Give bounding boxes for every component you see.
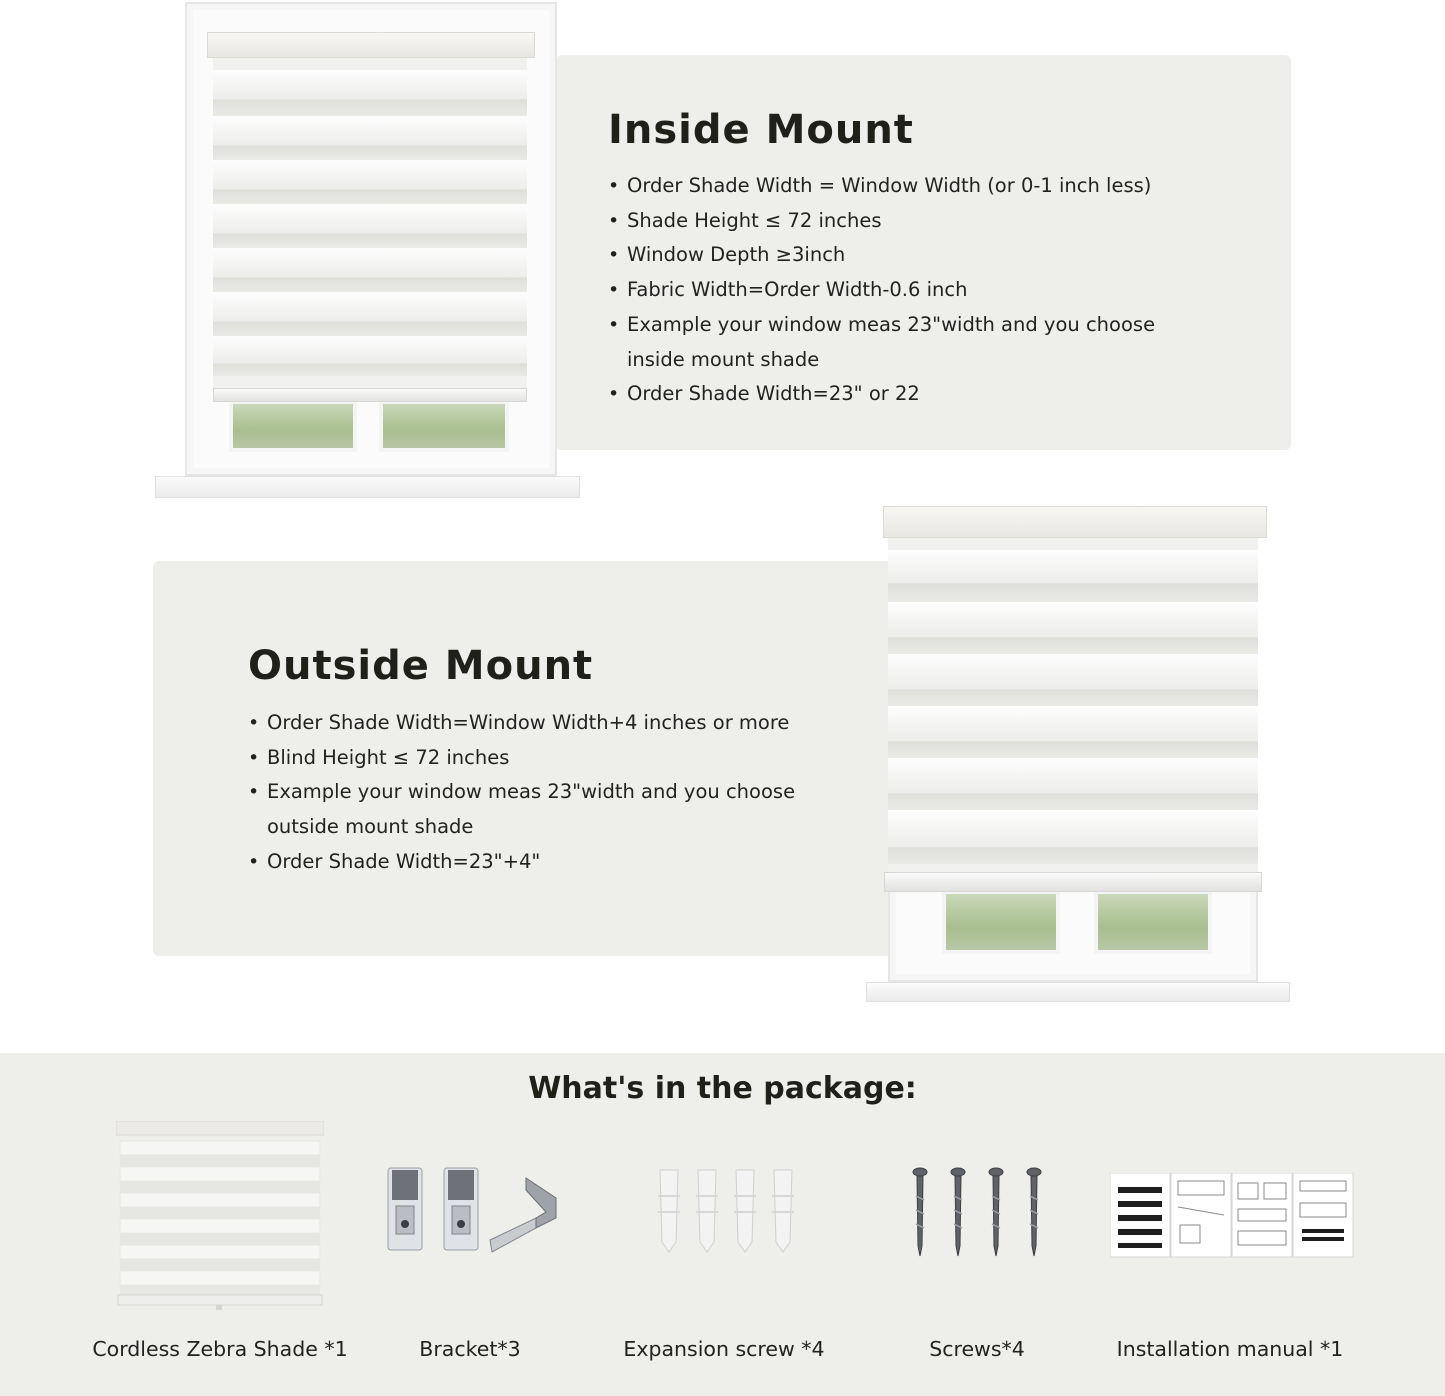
bullet-continuation: inside mount shade [627,347,820,371]
bullet-continuation: outside mount shade [267,815,474,839]
screw-icon [908,1166,1048,1258]
package-item-label: Cordless Zebra Shade *1 [92,1337,348,1361]
bullet-item: • Example your window meas 23"width and you choose outside mount shade [248,775,848,844]
package-item-label: Bracket*3 [419,1337,521,1361]
outside-mount-bullets [248,706,848,880]
outside-mount-title: Outside Mount [248,643,594,689]
zebra-shade-icon [116,1121,324,1311]
bullet-item: • Order Shade Width=Window Width+4 inches or more [248,706,848,741]
bullet-item: • Shade Height ≤ 72 inches [608,204,1248,239]
manual-icon [1110,1173,1354,1259]
bullet-item: • Order Shade Width=23"+4" [248,845,848,880]
package-title: What's in the package: [528,1071,917,1106]
inside-mount-bullets [608,169,1248,412]
expansion-screw-icon [652,1166,804,1254]
package-item-label: Screws*4 [929,1337,1025,1361]
bullet-item: • Fabric Width=Order Width-0.6 inch [608,273,1248,308]
package-item-label: Expansion screw *4 [623,1337,825,1361]
bullet-item: • Window Depth ≥3inch [608,238,1248,273]
bullet-item: • Blind Height ≤ 72 inches [248,741,848,776]
bullet-item: • Order Shade Width = Window Width (or 0-1 inch less) [608,169,1248,204]
bullet-item: • Order Shade Width=23" or 22 [608,377,1248,412]
outside-zebra-shade [888,538,1258,878]
package-item-label: Installation manual *1 [1116,1337,1344,1361]
outside-mount-window-image [866,506,1290,1002]
inside-mount-window-image [155,2,580,499]
inside-zebra-shade [213,58,527,388]
bullet-item: • Example your window meas 23"width and you choose inside mount shade [608,308,1248,377]
inside-mount-title: Inside Mount [608,107,914,153]
bracket-icon [386,1166,560,1258]
